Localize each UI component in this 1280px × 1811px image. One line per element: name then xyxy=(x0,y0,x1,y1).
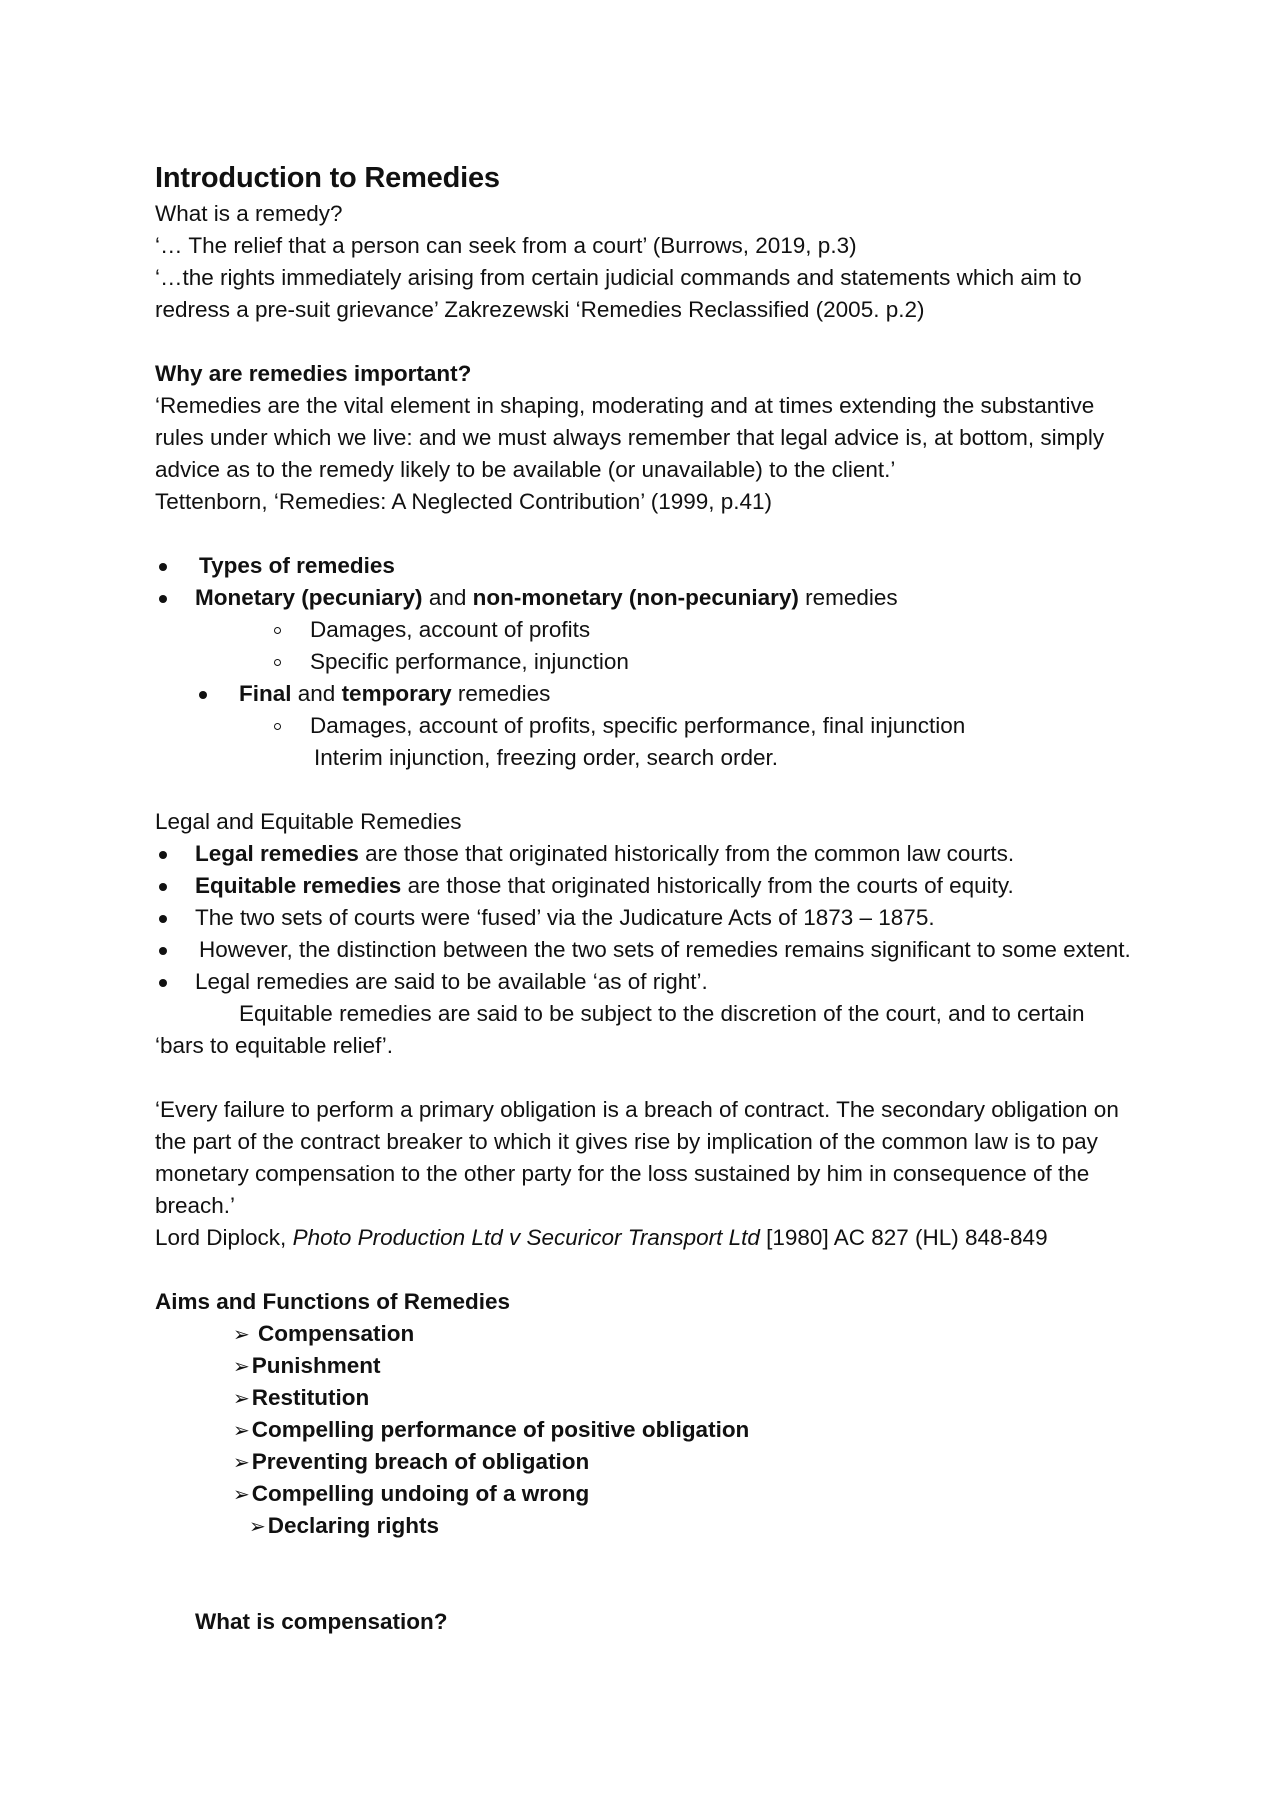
list-item xyxy=(155,550,1135,582)
legal-equitable-heading: Legal and Equitable Remedies xyxy=(155,809,462,834)
aim-item xyxy=(155,1318,1135,1350)
bullet-icon xyxy=(199,691,207,699)
list-item-text: The two sets of courts were ‘fused’ via the Judicature Acts of 1873 – 1875. xyxy=(195,905,935,930)
spacer xyxy=(155,774,1135,806)
spacer xyxy=(155,1542,1135,1574)
bullet-icon xyxy=(159,915,167,923)
aim-label: Preventing breach of obligation xyxy=(251,1449,590,1474)
aim-label: Compensation xyxy=(251,1321,415,1346)
bullet-icon xyxy=(159,979,167,987)
circle-bullet-icon xyxy=(274,659,281,666)
arrow-bullet-icon: ➢ xyxy=(233,1354,250,1378)
aim-item xyxy=(155,1510,1135,1542)
sub-item-text: Damages, account of profits xyxy=(310,617,591,642)
document-page xyxy=(155,158,1135,1638)
non-monetary-term: non-monetary (non-pecuniary) xyxy=(472,585,799,610)
list-item-text: are those that originated historically from the courts of equity. xyxy=(401,873,1014,898)
bullet-icon xyxy=(159,883,167,891)
equitable-discretion-text: Equitable remedies are said to be subject to the discretion of the court, and to certain ‘bars to equitable relief’. xyxy=(155,1001,1085,1058)
arrow-bullet-icon: ➢ xyxy=(233,1322,250,1346)
spacer xyxy=(155,518,1135,550)
temporary-term: temporary xyxy=(341,681,452,706)
remedies-text: remedies xyxy=(798,585,898,610)
arrow-bullet-icon: ➢ xyxy=(233,1386,250,1410)
list-item-text: However, the distinction between the two sets of remedies remains significant to some extent. xyxy=(199,937,1131,962)
case-name: Photo Production Ltd v Securicor Transport Ltd xyxy=(292,1225,760,1250)
legal-remedies-term: Legal remedies xyxy=(195,841,359,866)
sub-item-text: Damages, account of profits, specific performance, final injunction xyxy=(310,713,966,738)
circle-bullet-icon xyxy=(274,723,281,730)
arrow-bullet-icon: ➢ xyxy=(233,1482,250,1506)
spacer xyxy=(155,1574,1135,1606)
list-item-text: Legal remedies are said to be available ‘as of right’. xyxy=(195,969,708,994)
list-item xyxy=(155,902,1135,934)
arrow-bullet-icon: ➢ xyxy=(233,1418,250,1442)
list-item xyxy=(155,646,1135,678)
aim-item xyxy=(155,1478,1135,1510)
citation-suffix: [1980] AC 827 (HL) 848-849 xyxy=(759,1225,1048,1250)
aim-label: Punishment xyxy=(251,1353,381,1378)
spacer xyxy=(155,1254,1135,1286)
spacer xyxy=(155,326,1135,358)
aim-item xyxy=(155,1350,1135,1382)
aim-item xyxy=(155,1382,1135,1414)
types-list xyxy=(155,550,1135,774)
arrow-bullet-icon: ➢ xyxy=(233,1450,250,1474)
aim-label: Restitution xyxy=(251,1385,370,1410)
sub-item-text: Interim injunction, freezing order, search order. xyxy=(314,745,778,770)
diplock-citation xyxy=(155,1222,1135,1254)
connector-text: and xyxy=(291,681,342,706)
arrow-bullet-icon: ➢ xyxy=(249,1514,266,1538)
document-title: Introduction to Remedies xyxy=(155,162,500,194)
connector-text: and xyxy=(422,585,473,610)
citation-prefix: Lord Diplock, xyxy=(155,1225,293,1250)
list-item xyxy=(155,838,1135,870)
bullet-icon xyxy=(159,851,167,859)
list-item-text: are those that originated historically from the common law courts. xyxy=(358,841,1015,866)
list-item xyxy=(155,966,1135,998)
why-heading: Why are remedies important? xyxy=(155,361,472,386)
aim-label: Compelling performance of positive obligation xyxy=(251,1417,750,1442)
list-item xyxy=(155,582,1135,614)
remedies-text: remedies xyxy=(451,681,551,706)
list-item xyxy=(155,710,1135,742)
compensation-heading: What is compensation? xyxy=(195,1609,448,1634)
list-item xyxy=(155,870,1135,902)
aims-heading: Aims and Functions of Remedies xyxy=(155,1289,511,1314)
list-item xyxy=(155,934,1135,966)
final-term: Final xyxy=(239,681,292,706)
monetary-term: Monetary (pecuniary) xyxy=(195,585,423,610)
aim-item xyxy=(155,1414,1135,1446)
list-item-continuation xyxy=(155,742,1135,774)
bullet-icon xyxy=(159,563,167,571)
diplock-quote: ‘Every failure to perform a primary obligation is a breach of contract. The secondary obligation on the part of the contract breaker to which it gives rise by implication of the common law is to pay monetary compensation to the other party for the loss sustained by him in consequence of the breach.’ xyxy=(155,1097,1119,1218)
bullet-icon xyxy=(159,595,167,603)
aim-label: Compelling undoing of a wrong xyxy=(251,1481,590,1506)
aim-item xyxy=(155,1446,1135,1478)
list-item xyxy=(155,614,1135,646)
aim-label: Declaring rights xyxy=(267,1513,440,1538)
bullet-icon xyxy=(159,947,167,955)
tettenborn-quote: ‘Remedies are the vital element in shaping, moderating and at times extending the substantive rules under which we live: and we must always remember that legal advice is, at bottom, simply advice as to the remedy likely to be available (or unavailable) to the client.’ xyxy=(155,393,1105,482)
sub-item-text: Specific performance, injunction xyxy=(310,649,629,674)
legal-equitable-list xyxy=(155,838,1135,998)
remedy-question: What is a remedy? xyxy=(155,201,343,226)
burrows-quote: ‘… The relief that a person can seek from a court’ (Burrows, 2019, p.3) xyxy=(155,233,857,258)
equitable-remedies-term: Equitable remedies xyxy=(195,873,402,898)
tettenborn-citation: Tettenborn, ‘Remedies: A Neglected Contribution’ (1999, p.41) xyxy=(155,489,773,514)
spacer xyxy=(155,1062,1135,1094)
circle-bullet-icon xyxy=(274,627,281,634)
zakrezewski-quote: ‘…the rights immediately arising from certain judicial commands and statements which aim to redress a pre-suit grievance’ Zakrezewski ‘Remedies Reclassified (2005. p.2) xyxy=(155,265,1082,322)
types-heading: Types of remedies xyxy=(199,553,395,578)
list-item xyxy=(155,678,1135,710)
